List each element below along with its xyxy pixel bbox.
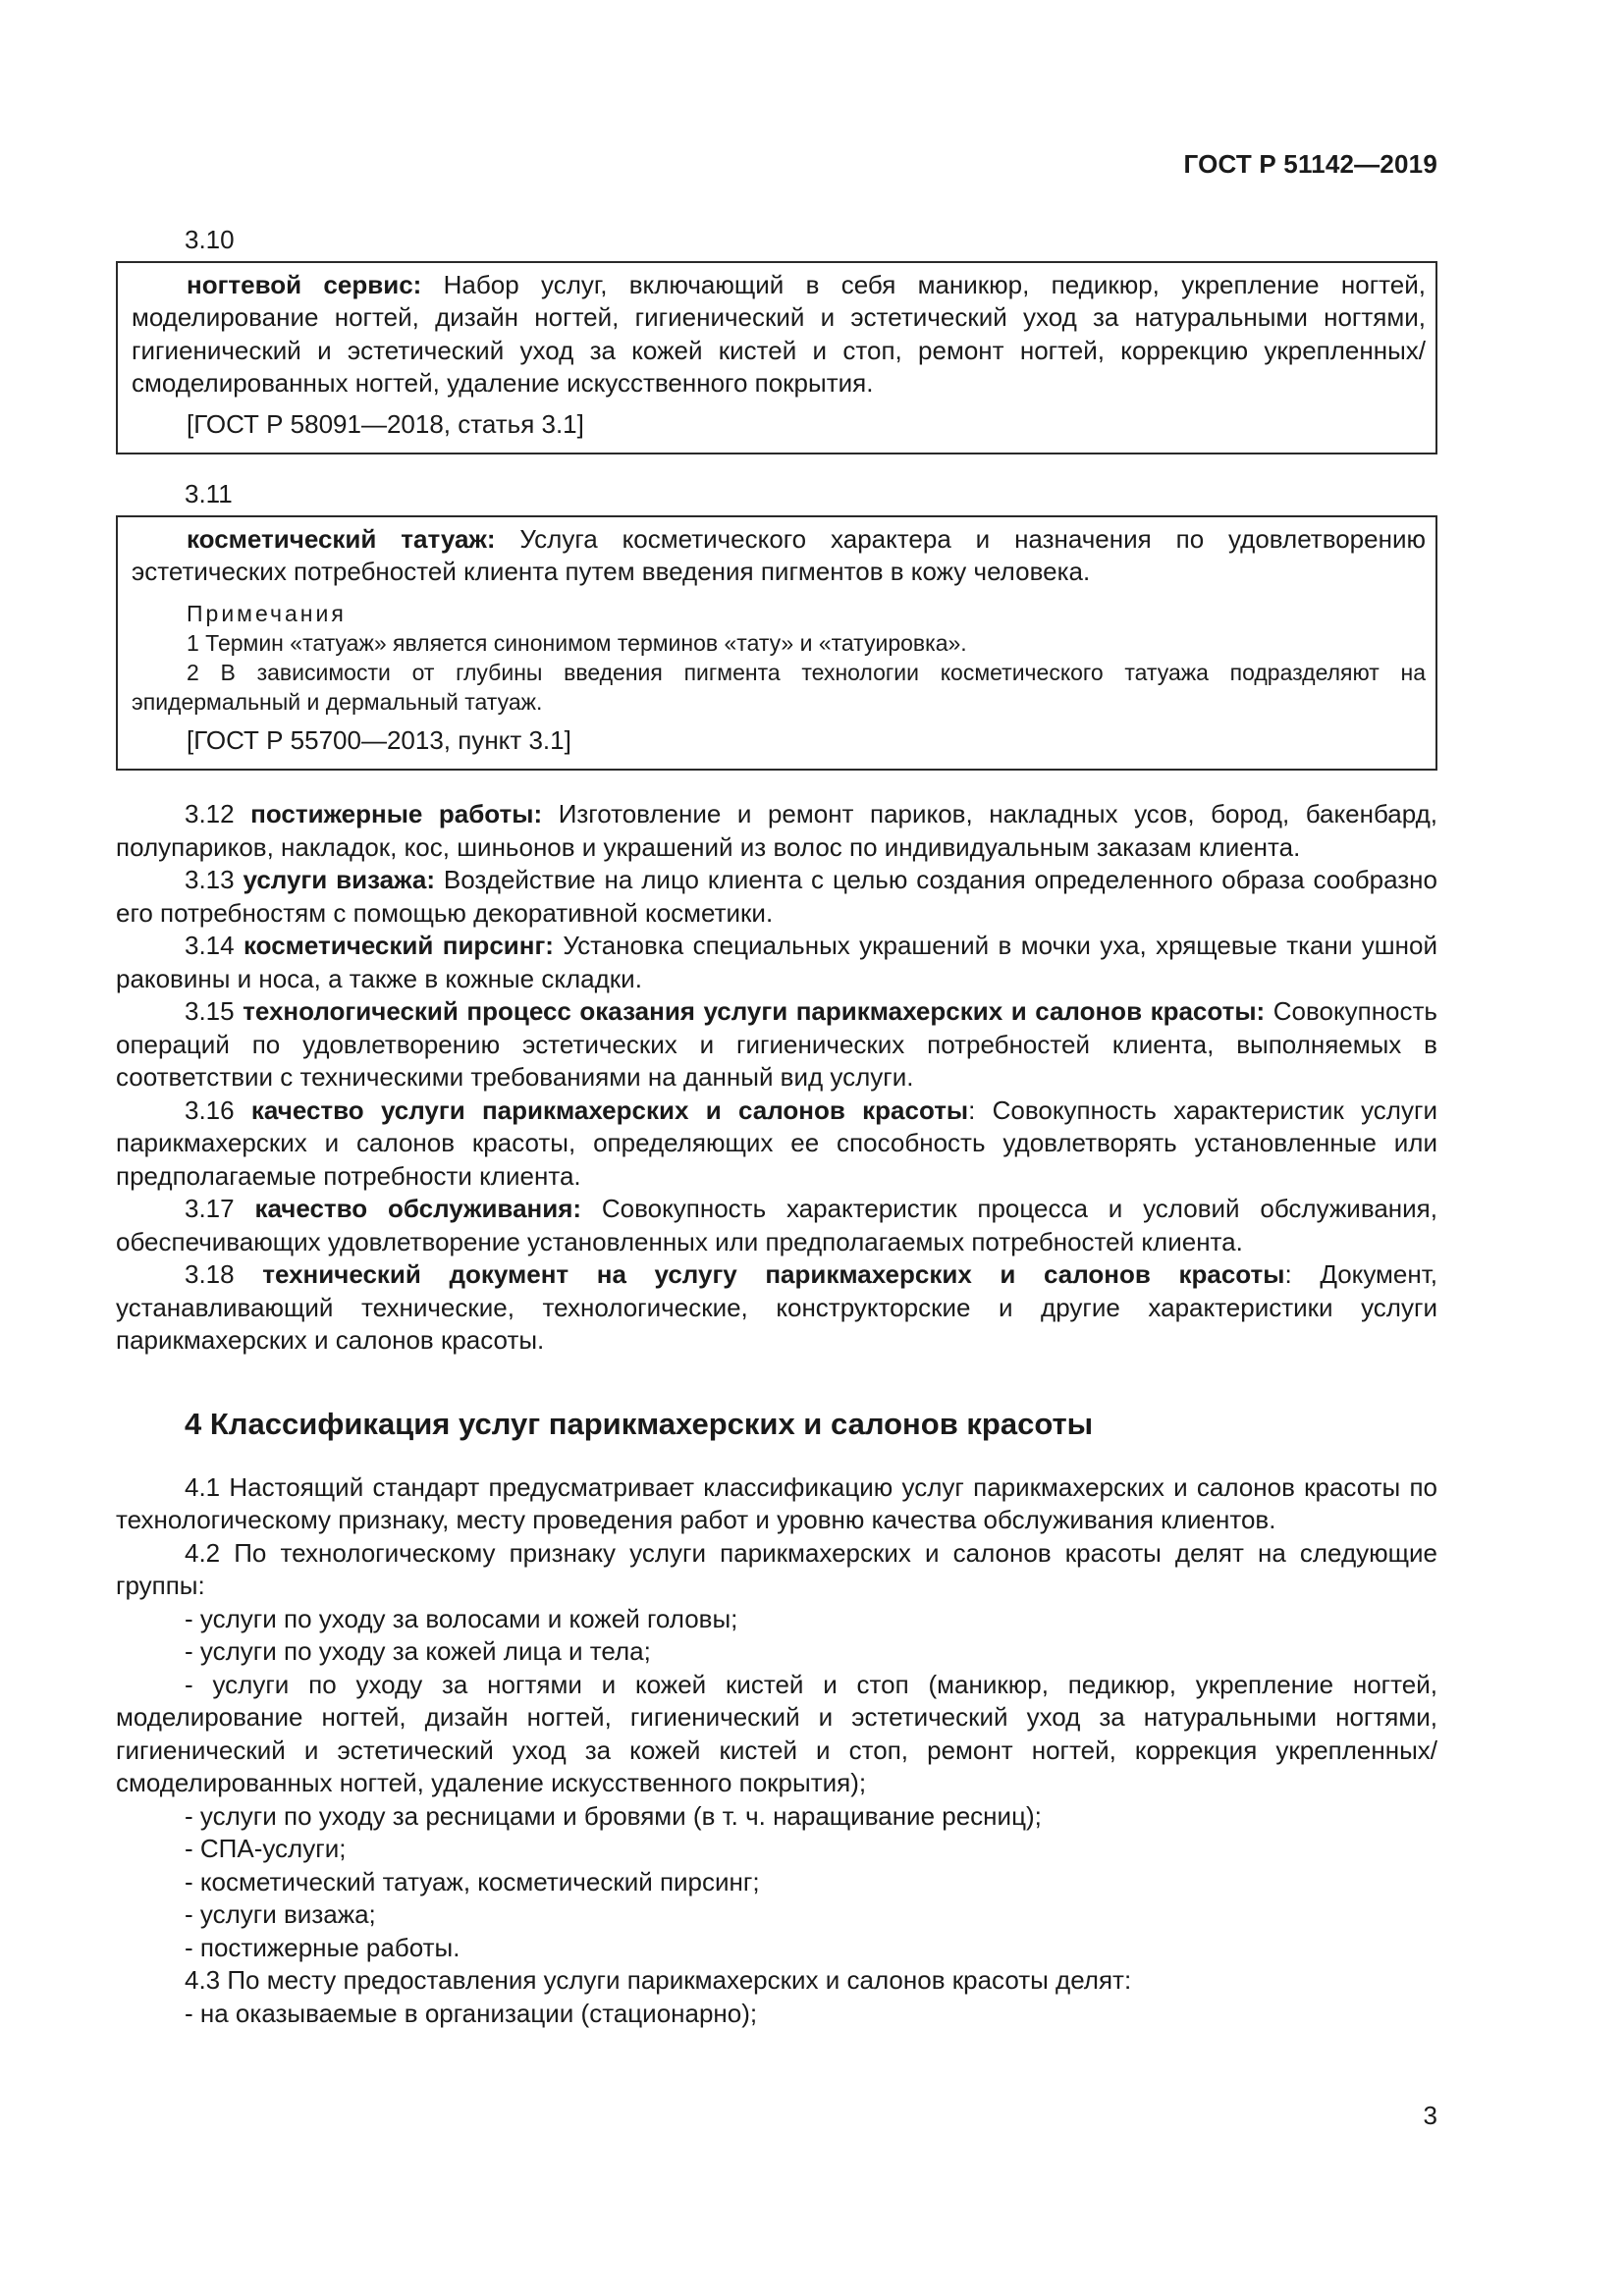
document-body <box>116 224 1437 2030</box>
list-item: - услуги по уходу за ресницами и бровями (в т. ч. наращивание ресниц); <box>185 1800 1042 1831</box>
list-item: - СПА-услуги; <box>185 1834 347 1863</box>
term-paragraph-3-16: 3.16 качество услуги парикмахерских и салонов красоты: Совокупность характеристик услуги парикмахерских и салонов красоты, определяющих ее способность удовлетворять установленные или предполагаемые потребности клиента. <box>116 1095 1437 1191</box>
note-1: 1 Термин «татуаж» является синонимом терминов «тату» и «татуировка». <box>187 629 967 656</box>
list-item: - услуги по уходу за волосами и кожей головы; <box>185 1603 738 1633</box>
list-item: - на оказываемые в организации (стационарно); <box>185 1998 758 2028</box>
term-number-3-10: 3.10 <box>185 225 235 254</box>
paragraph-4-2: 4.2 По технологическому признаку услуги парикмахерских и салонов красоты делят на следующие группы: <box>116 1537 1437 1600</box>
paragraph-4-1: 4.1 Настоящий стандарт предусматривает классификацию услуг парикмахерских и салонов красоты по технологическому признаку, месту проведения работ и уровню качества обслуживания клиентов. <box>116 1471 1437 1534</box>
term-paragraph-3-17: 3.17 качество обслуживания: Совокупность характеристик процесса и условий обслуживания, обеспечивающих удовлетворение установленных или предполагаемых потребностей клиента. <box>116 1194 1437 1256</box>
term-paragraph-3-13: 3.13 услуги визажа: Воздействие на лицо клиента с целью создания определенного образа сообразно его потребностям с помощью декоративной косметики. <box>116 865 1437 928</box>
term-name: ногтевой сервис: <box>187 269 422 299</box>
paragraph-4-3: 4.3 По месту предоставления услуги парикмахерских и салонов красоты делят: <box>185 1965 1132 1995</box>
section-4-title: 4 Классификация услуг парикмахерских и салонов красоты <box>185 1406 1094 1441</box>
term-paragraph-3-14: 3.14 косметический пирсинг: Установка специальных украшений в мочки уха, хрящевые ткани ушной раковины и носа, а также в кожные складки. <box>116 931 1437 993</box>
term-definition-3-10 <box>132 269 1426 400</box>
term-paragraph-3-18: 3.18 технический документ на услугу парикмахерских и салонов красоты: Документ, устанавливающий технические, технологические, конструкторские и другие характеристики услуги парикмахерских и салонов красоты. <box>116 1259 1437 1355</box>
term-definition-3-11 <box>132 523 1426 589</box>
page-number: 3 <box>1423 2101 1437 2130</box>
note-2: 2 В зависимости от глубины введения пигмента технологии косметического татуажа подразделяют на эпидермальный и дермальный татуаж. <box>132 659 1426 715</box>
notes-title: Примечания <box>187 600 347 626</box>
term-source-3-10: [ГОСТ Р 58091—2018, статья 3.1] <box>187 408 584 439</box>
notes-block <box>132 599 1426 717</box>
document-page <box>116 0 1437 2296</box>
term-text: Услуга косметического характера и назначения по удовлетворению эстетических потребностей клиента путем введения пигментов в кожу человека. <box>132 523 1426 586</box>
term-paragraph-3-15: 3.15 технологический процесс оказания услуги парикмахерских и салонов красоты: Совокупность операций по удовлетворению эстетических и гигиенических потребностей клиента, выполняемых в соответствии с техническими требованиями на данный вид услуги. <box>116 996 1437 1092</box>
term-source-3-11: [ГОСТ Р 55700—2013, пункт 3.1] <box>187 724 571 755</box>
term-name: косметический татуаж: <box>187 523 496 554</box>
list-item: - косметический татуаж, косметический пирсинг; <box>185 1866 760 1896</box>
document-code-header: ГОСТ Р 51142—2019 <box>1183 149 1437 179</box>
list-item: - постижерные работы. <box>185 1932 460 1962</box>
term-box-3-10 <box>116 261 1437 455</box>
term-paragraph-3-12: 3.12 постижерные работы: Изготовление и ремонт париков, накладных усов, бород, бакенбард, полупариков, накладок, кос, шиньонов и украшений из волос по индивидуальным заказам клиента. <box>116 799 1437 862</box>
list-item: - услуги визажа; <box>185 1899 376 1929</box>
term-number-3-11: 3.11 <box>185 479 233 508</box>
list-item: - услуги по уходу за кожей лица и тела; <box>185 1636 651 1666</box>
list-item: - услуги по уходу за ногтями и кожей кистей и стоп (маникюр, педикюр, укрепление ногтей, моделирование ногтей, дизайн ногтей, гигиенический и эстетический уход за натуральными ногтями, гигиенический и эстетический уход за кожей кистей и стоп, ремонт ногтей, коррекция укрепленных/смоделированных ногтей, удаление искусственного покрытия); <box>116 1669 1437 1797</box>
term-text: Набор услуг, включающий в себя маникюр, педикюр, укрепление ногтей, моделирование ногтей, дизайн ногтей, гигиенический и эстетический уход за натуральными ногтями, гигиенический и эстетический уход за кожей кистей и стоп, ремонт ногтей, коррекцию укрепленных/смоделированных ногтей, удаление искусственного покрытия. <box>132 269 1427 398</box>
term-box-3-11 <box>116 515 1437 772</box>
